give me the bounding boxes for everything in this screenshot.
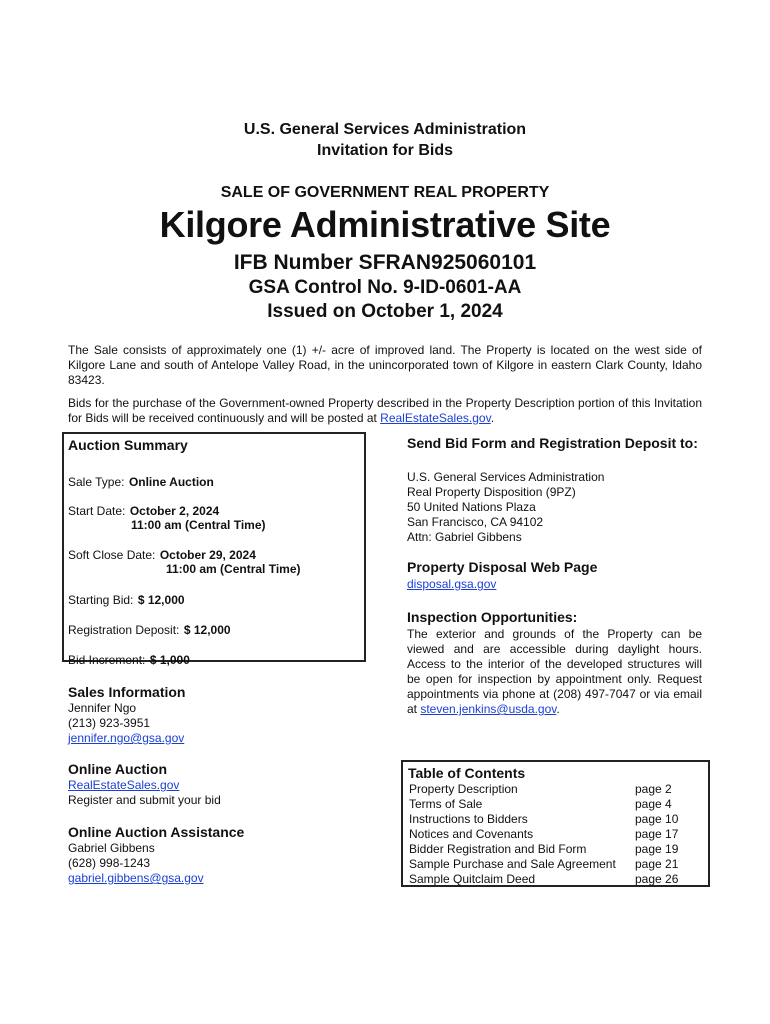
toc-row: [409, 812, 701, 827]
send-bid-line-2: Real Property Disposition (9PZ): [407, 485, 576, 499]
toc-row-page: page 26: [635, 872, 679, 886]
toc-row-page: page 2: [635, 782, 672, 796]
toc-row-title: Bidder Registration and Bid Form: [409, 842, 587, 856]
sale-type-label: Sale Type:: [68, 475, 125, 489]
toc-row-title: Sample Quitclaim Deed: [409, 872, 536, 886]
toc-row-page: page 10: [635, 812, 679, 826]
realestatesales-link[interactable]: RealEstateSales.gov: [380, 411, 491, 425]
deposit-label: Registration Deposit:: [68, 623, 180, 637]
close-date-label: Soft Close Date:: [68, 548, 156, 562]
bids-paragraph: [68, 396, 702, 426]
start-time-value: 11:00 am (Central Time): [131, 518, 266, 532]
send-bid-title: Send Bid Form and Registration Deposit to:: [407, 435, 698, 451]
sale-heading: SALE OF GOVERNMENT REAL PROPERTY: [220, 184, 550, 201]
deposit-value: $ 12,000: [183, 623, 231, 637]
disposal-web-link[interactable]: disposal.gsa.gov: [407, 577, 497, 591]
assistance-email-link[interactable]: gabriel.gibbens@gsa.gov: [68, 871, 204, 885]
increment-value: $ 1,000: [149, 653, 190, 667]
inspection-title: Inspection Opportunities:: [407, 609, 578, 625]
agency-heading: U.S. General Services Administration: [243, 121, 527, 138]
toc-row-page: page 19: [635, 842, 679, 856]
sale-type-value: Online Auction: [128, 475, 214, 489]
sales-contact-name: Jennifer Ngo: [68, 701, 137, 715]
inspection-end: .: [556, 702, 560, 716]
bid-increment-row: [68, 651, 190, 669]
sales-contact-email-link[interactable]: jennifer.ngo@gsa.gov: [68, 731, 185, 745]
toc-row: [409, 827, 701, 842]
toc-row: [409, 782, 701, 797]
close-time-value: 11:00 am (Central Time): [166, 562, 301, 576]
toc-row-page: page 17: [635, 827, 679, 841]
toc-row: [409, 857, 701, 872]
gsa-control-number: GSA Control No. 9-ID-0601-AA: [248, 277, 522, 298]
ifb-number: IFB Number SFRAN925060101: [233, 251, 537, 274]
toc-row-title: Sample Purchase and Sale Agreement: [409, 857, 616, 871]
toc-row-page: page 21: [635, 857, 679, 871]
sales-contact-phone: (213) 923-3951: [68, 716, 151, 730]
online-auction-title: Online Auction: [68, 761, 168, 777]
ifb-heading: Invitation for Bids: [317, 142, 453, 159]
starting-bid-value: $ 12,000: [137, 593, 185, 607]
toc-row-title: Property Description: [409, 782, 518, 796]
online-auction-link[interactable]: RealEstateSales.gov: [68, 778, 180, 792]
start-date-label: Start Date:: [68, 504, 126, 518]
toc-row: [409, 842, 701, 857]
inspection-email-link[interactable]: steven.jenkins@usda.gov: [420, 702, 557, 716]
sale-type-row: [68, 473, 214, 491]
bids-end: .: [490, 411, 495, 425]
toc-row: [409, 797, 701, 812]
send-bid-line-3: 50 United Nations Plaza: [407, 500, 536, 514]
close-date-value: October 29, 2024: [159, 548, 256, 562]
assistance-phone: (628) 998-1243: [68, 856, 151, 870]
registration-deposit-row: [68, 621, 231, 639]
inspection-body: The exterior and grounds of the Property can be viewed and are accessible during daylight hours. Access to the interior of the developed structures will be open for inspection by appointment only. Request appointments via phone at (208) 497-7047 or via email at: [407, 627, 702, 716]
disposal-web-title: Property Disposal Web Page: [407, 559, 598, 575]
site-title: Kilgore Administrative Site: [159, 204, 611, 245]
online-auction-note: Register and submit your bid: [68, 793, 221, 807]
auction-summary-title: Auction Summary: [68, 437, 188, 453]
toc-row-title: Instructions to Bidders: [409, 812, 528, 826]
bids-text: Bids for the purchase of the Government-owned Property described in the Property Description portion of this Invitation for Bids will be received continuously and will be posted at: [68, 396, 702, 425]
assistance-name: Gabriel Gibbens: [68, 841, 155, 855]
table-of-contents: [401, 760, 710, 887]
toc-title: Table of Contents: [408, 765, 526, 781]
issued-date: Issued on October 1, 2024: [267, 301, 503, 322]
starting-bid-row: [68, 591, 185, 609]
send-bid-line-4: San Francisco, CA 94102: [407, 515, 544, 529]
intro-paragraph: The Sale consists of approximately one (1) +/- acre of improved land. The Property is located on the west side of Kilgore Lane and south of Antelope Valley Road, in the unincorporated town of Kilgore in eastern Clark County, Idaho 83423.: [68, 343, 702, 387]
starting-bid-label: Starting Bid:: [68, 593, 134, 607]
send-bid-line-5: Attn: Gabriel Gibbens: [407, 530, 522, 544]
auction-assistance-title: Online Auction Assistance: [68, 824, 245, 840]
send-bid-line-1: U.S. General Services Administration: [407, 470, 605, 484]
toc-row-title: Terms of Sale: [409, 797, 483, 811]
inspection-text: [407, 627, 702, 717]
toc-row-title: Notices and Covenants: [409, 827, 534, 841]
toc-row-page: page 4: [635, 797, 672, 811]
sales-info-title: Sales Information: [68, 684, 186, 700]
start-date-value: October 2, 2024: [129, 504, 220, 518]
toc-row: [409, 872, 701, 887]
increment-label: Bid Increment:: [68, 653, 146, 667]
